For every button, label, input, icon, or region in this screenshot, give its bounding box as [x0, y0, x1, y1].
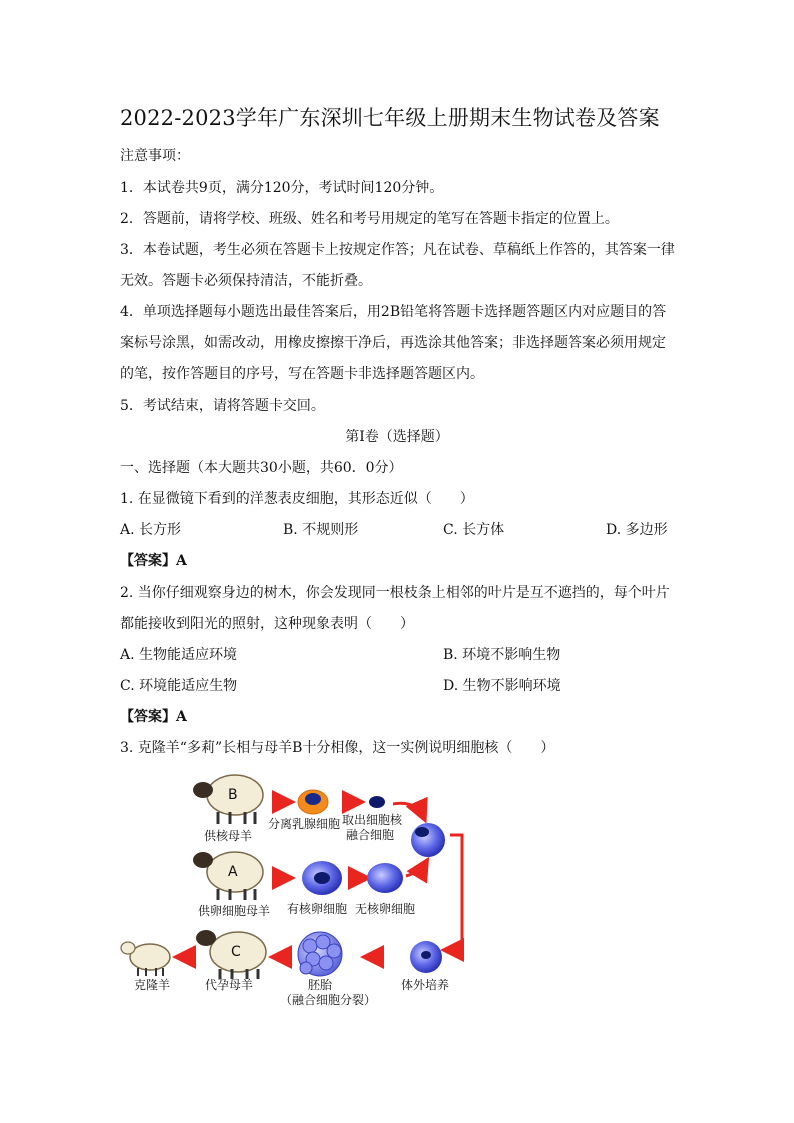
notice-item: 3．本卷试题，考生必须在答题卡上按规定作答；凡在试卷、草稿纸上作答的，其答案一律 [120, 242, 675, 258]
option-d: D. 多边形 [606, 522, 668, 538]
label-surrogate: 代孕母羊 [205, 978, 254, 992]
arrow-icon [406, 862, 426, 876]
nucleus-icon [369, 796, 385, 808]
answer: 【答案】A [120, 553, 187, 569]
clone-sheep-icon [121, 942, 170, 976]
question-stem: 都能接收到阳光的照射，这种现象表明（ ） [120, 616, 414, 632]
label-clone: 克隆羊 [134, 978, 171, 992]
label-egg-no-nucleus: 无核卵细胞 [355, 902, 416, 916]
label-take-nucleus: 取出细胞核 [342, 813, 403, 827]
sheep-c-letter: C [231, 944, 241, 960]
egg-with-nucleus-icon [302, 861, 342, 895]
fused-cell-icon [411, 823, 445, 857]
notice-item: 无效。答题卡必须保持清洁，不能折叠。 [120, 273, 372, 289]
embryo-icon [298, 932, 342, 976]
mammary-cell-icon [298, 790, 328, 814]
option-d: D. 生物不影响环境 [443, 678, 561, 694]
notice-item: 案标号涂黑，如需改动，用橡皮擦擦干净后，再选涂其他答案；非选择题答案必须用规定 [120, 335, 666, 351]
option-b: B. 环境不影响生物 [443, 647, 561, 663]
cultured-cell-icon [410, 941, 442, 973]
label-embryo: 胚胎 [308, 978, 333, 992]
label-fused: 融合细胞 [346, 828, 395, 842]
label-donor-a: 供卵细胞母羊 [198, 904, 271, 918]
page-title: 2022-2023学年广东深圳七年级上册期末生物试卷及答案 [120, 106, 660, 130]
option-c: C. 环境能适应生物 [120, 678, 238, 694]
question-stem: 1. 在显微镜下看到的洋葱表皮细胞，其形态近似（ ） [120, 491, 474, 507]
sheep-a-icon [193, 852, 263, 900]
answer: 【答案】A [120, 709, 187, 725]
egg-no-nucleus-icon [367, 863, 403, 893]
label-separate: 分离乳腺细胞 [268, 817, 341, 831]
question-stem: 3. 克隆羊“多莉”长相与母羊B十分相像，这一实例说明细胞核（ ） [120, 740, 555, 756]
option-a: A. 生物能适应环境 [120, 647, 238, 663]
notice-item: 2．答题前，请将学校、班级、姓名和考号用规定的笔写在答题卡指定的位置上。 [120, 211, 619, 227]
option-c: C. 长方体 [443, 522, 505, 538]
notice-heading: 注意事项： [120, 148, 190, 164]
sheep-b-letter: B [228, 787, 238, 803]
label-embryo-note: （融合细胞分裂） [280, 993, 377, 1007]
notice-item: 5．考试结束，请将答题卡交回。 [120, 398, 325, 414]
label-culture: 体外培养 [401, 978, 450, 992]
cloning-diagram [110, 760, 490, 1010]
label-egg-nucleus: 有核卵细胞 [287, 902, 348, 916]
question-stem: 2. 当你仔细观察身边的树木，你会发现同一根枝条上相邻的叶片是互不遮挡的，每个叶片 [120, 585, 670, 601]
sheep-a-letter: A [228, 864, 238, 880]
sheep-c-icon [196, 930, 266, 979]
label-donor-b: 供核母羊 [204, 829, 253, 843]
notice-item: 4．单项选择题每小题选出最佳答案后，用2B铅笔将答题卡选择题答题区内对应题目的答 [120, 304, 667, 320]
notice-item: 的笔，按作答题目的序号，写在答题卡非选择题答题区内。 [120, 366, 484, 382]
option-a: A. 长方形 [120, 522, 182, 538]
section-title: 第Ⅰ卷（选择题） [345, 429, 449, 445]
arrow-icon [446, 835, 462, 950]
sheep-b-icon [193, 775, 263, 824]
option-b: B. 不规则形 [283, 522, 359, 538]
part-heading: 一、选择题（本大题共30小题，共60．0分） [120, 460, 403, 476]
notice-item: 1．本试卷共9页，满分120分，考试时间120分钟。 [120, 180, 444, 196]
